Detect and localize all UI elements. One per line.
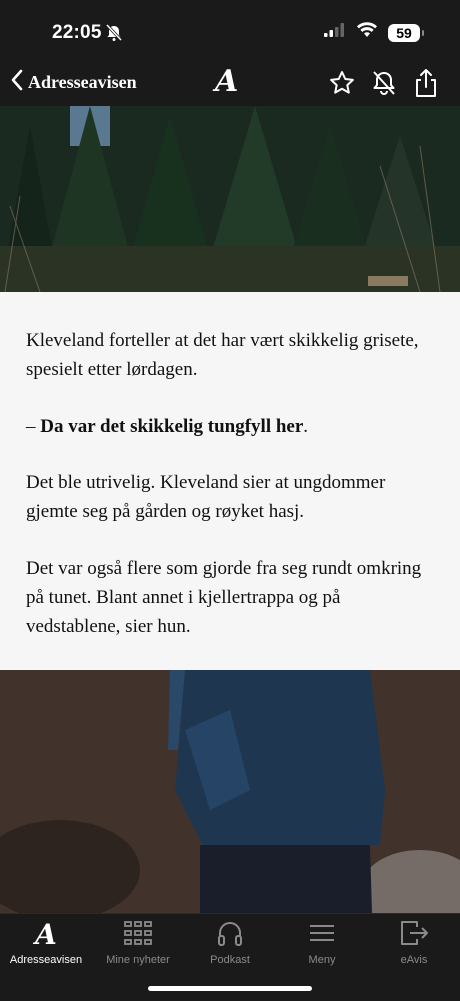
article-paragraph: Kleveland forteller at det har vært skikkelig grisete, spesielt etter lørdagen. [26, 330, 419, 380]
logo: A [215, 64, 239, 99]
article-photo-top [0, 106, 460, 292]
tab-adresseavisen[interactable] [0, 920, 92, 966]
article-body [0, 292, 460, 670]
quote-end: . [303, 416, 309, 437]
tab-label: eAvis [400, 954, 428, 966]
quote-bold: Da var det skikkelig tungfyll her [40, 416, 304, 437]
share-icon[interactable] [412, 68, 440, 98]
bell-off-icon[interactable] [370, 68, 398, 98]
tab-label: Meny [308, 954, 336, 966]
chevron-left-icon [10, 69, 24, 96]
tab-label: Podkast [210, 954, 250, 966]
a-logo-icon: A [35, 918, 57, 951]
article-quote [26, 412, 436, 441]
battery-indicator: 59 [388, 24, 420, 42]
quote-dash: – [26, 416, 41, 437]
signal-icon [324, 23, 346, 42]
tab-meny[interactable] [276, 920, 368, 966]
tab-mine-nyheter[interactable] [92, 920, 184, 966]
article-paragraph: Det var også flere som gjorde fra seg rundt omkring på tunet. Blant annet i kjellertrappa og på vedstablene, sier hun. [26, 558, 422, 637]
nav-bar [0, 62, 460, 107]
tab-label: Mine nyheter [106, 954, 170, 966]
tab-label: Adresseavisen [9, 954, 83, 966]
home-indicator[interactable] [148, 986, 312, 991]
exit-icon [399, 919, 429, 952]
bell-muted-icon [106, 24, 122, 47]
back-button[interactable] [10, 69, 137, 96]
tab-eavis[interactable] [368, 920, 460, 966]
wifi-icon [356, 22, 378, 43]
tab-podkast[interactable] [184, 920, 276, 966]
back-label: Adresseavisen [28, 72, 137, 92]
article-photo-bottom [0, 670, 460, 913]
star-icon[interactable] [328, 68, 356, 98]
status-time: 22:05 [52, 22, 102, 43]
status-bar [0, 0, 460, 62]
article-paragraph: Det ble utrivelig. Kleveland sier at ungdommer gjemte seg på gården og røyket hasj. [26, 472, 386, 522]
headphones-icon [216, 919, 244, 952]
grid-icon [124, 920, 152, 951]
menu-icon [308, 922, 336, 949]
